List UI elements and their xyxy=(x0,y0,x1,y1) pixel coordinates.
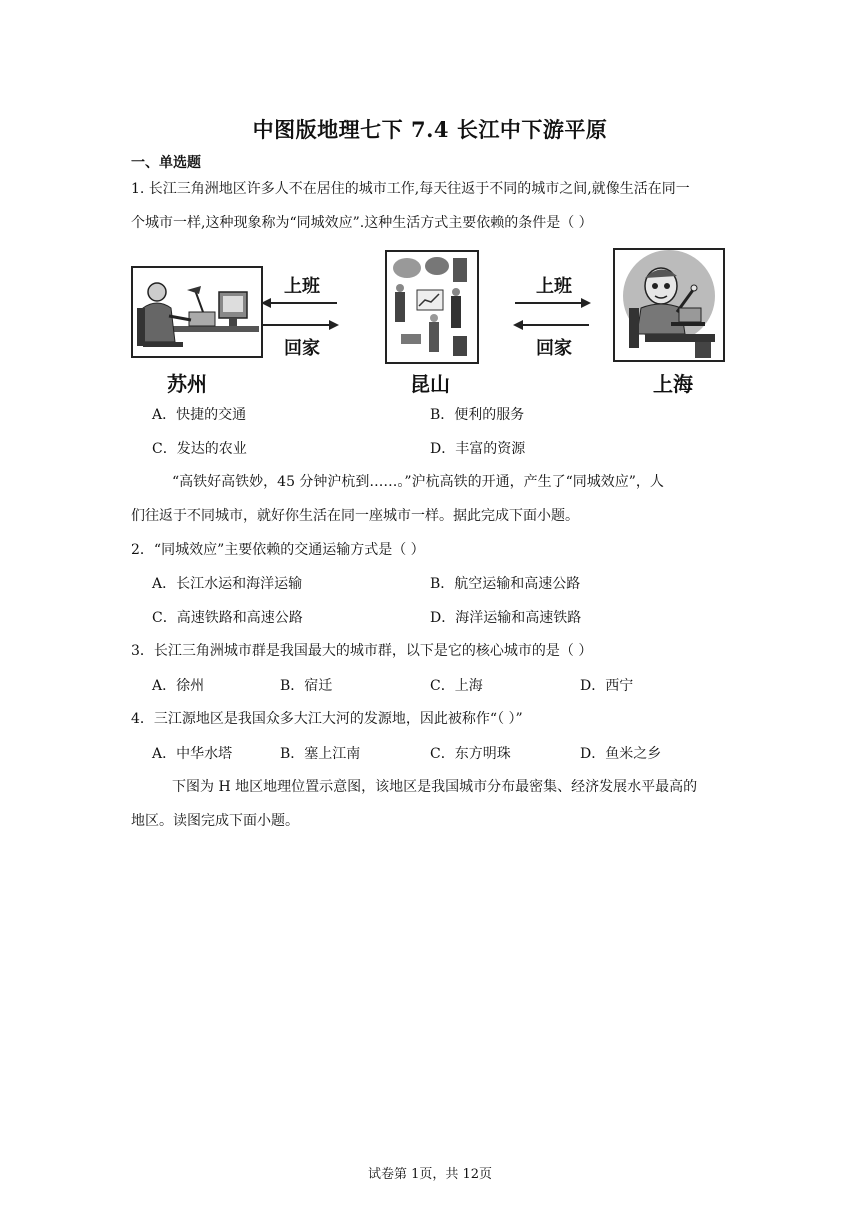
passage2-line1: 下图为 H 地区地理位置示意图，该地区是我国城市分布最密集、经济发展水平最高的 xyxy=(172,779,698,795)
q3-option-d: D．西宁 xyxy=(580,678,634,694)
arrow-label-right-bottom: 回家 xyxy=(536,338,572,359)
caption-kunshan: 昆山 xyxy=(410,372,450,396)
q4-option-a: A．中华水塔 xyxy=(152,746,233,762)
q1-option-c: C．发达的农业 xyxy=(152,441,247,457)
arrow-label-right-top: 上班 xyxy=(536,276,572,297)
q2-option-c: C．高速铁路和高速公路 xyxy=(152,610,303,626)
arrow-left-icon xyxy=(259,296,341,310)
q2-option-d: D．海洋运输和高速铁路 xyxy=(430,610,582,626)
caption-shanghai: 上海 xyxy=(653,372,693,396)
arrow-label-left-top: 上班 xyxy=(284,276,320,297)
q1-option-d: D．丰富的资源 xyxy=(430,441,526,457)
arrow-label-left-bottom: 回家 xyxy=(284,338,320,359)
q2-option-b: B．航空运输和高速公路 xyxy=(430,576,581,592)
commute-figure xyxy=(131,246,731,396)
q4-stem: 4．三江源地区是我国众多大江大河的发源地，因此被称作“（ ）” xyxy=(131,711,523,727)
passage1-line1: “高铁好高铁妙，45 分钟沪杭到……。”沪杭高铁的开通，产生了“同城效应”，人 xyxy=(172,474,664,490)
q4-option-c: C．东方明珠 xyxy=(430,746,511,762)
q4-option-d: D．鱼米之乡 xyxy=(580,746,662,762)
kunshan-office-illustration xyxy=(385,250,479,364)
arrow-right-icon xyxy=(259,318,341,332)
q1-stem-line1: 1. 长江三角洲地区许多人不在居住的城市工作,每天往返于不同的城市之间,就像生活在同一 xyxy=(131,181,690,197)
section-heading: 一、单选题 xyxy=(131,155,201,171)
arrow-right-icon xyxy=(511,296,593,310)
q2-option-a: A．长江水运和海洋运输 xyxy=(152,576,303,592)
q3-option-b: B．宿迁 xyxy=(280,678,333,694)
arrow-left-icon xyxy=(511,318,593,332)
suzhou-office-illustration xyxy=(131,266,263,358)
shanghai-office-illustration xyxy=(613,248,725,362)
q3-stem: 3．长江三角洲城市群是我国最大的城市群，以下是它的核心城市的是（ ） xyxy=(131,643,593,659)
q2-stem: 2．“同城效应”主要依赖的交通运输方式是（ ） xyxy=(131,542,425,558)
page-title: 中图版地理七下 7.4 长江中下游平原 xyxy=(252,117,608,142)
passage1-line2: 们往返于不同城市，就好你生活在同一座城市一样。据此完成下面小题。 xyxy=(131,508,579,524)
page-footer: 试卷第 1页，共 12页 xyxy=(367,1167,493,1182)
caption-suzhou: 苏州 xyxy=(167,372,207,396)
q4-option-b: B．塞上江南 xyxy=(280,746,361,762)
q1-option-a: A．快捷的交通 xyxy=(152,407,247,423)
passage2-line2: 地区。读图完成下面小题。 xyxy=(131,813,299,829)
q3-option-a: A．徐州 xyxy=(152,678,205,694)
q1-stem-line2: 个城市一样,这种现象称为“同城效应”.这种生活方式主要依赖的条件是（ ） xyxy=(131,215,593,231)
q3-option-c: C．上海 xyxy=(430,678,483,694)
q1-option-b: B．便利的服务 xyxy=(430,407,525,423)
